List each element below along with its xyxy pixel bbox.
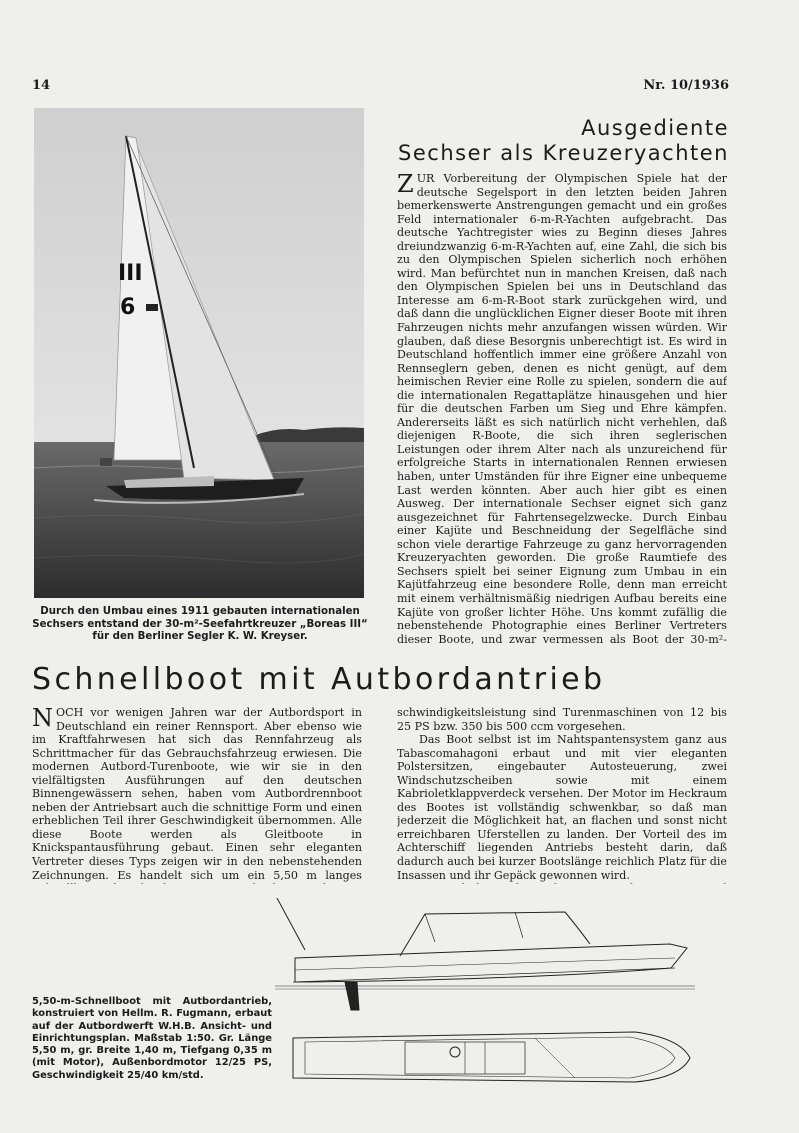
article2-col2-p2: Das Boot selbst ist im Nahtspantensystem ganz aus Tabascomahagoni erbaut und mit vier eleganten Polstersitzen, eingebauter Autosteuerung, zwei Windschutzscheiben sowie mit einem Kabrioletklappverdeck versehen. Der Motor im Heckraum des Bootes ist vollständig schwenkbar, so daß man jederzeit die Möglichkeit hat, an flachen und sonst nicht erreichbaren Uferstellen zu landen. Der Vorteil des im Achterschiff liegenden Antriebs besteht darin, daß dadurch auch bei kurzer Bootslänge reichlich Platz für die Insassen und ihr Gepäck gewonnen wird. — [397, 733, 727, 882]
article2-dropcap: N — [32, 706, 53, 732]
article1-title-line2: Sechser als Kreuzeryachten — [398, 141, 729, 165]
sailboat-photo — [34, 108, 364, 598]
sailboat-illustration — [34, 108, 364, 598]
article1-title-line1: Ausgediente — [581, 116, 729, 140]
article2-title: Schnellboot mit Autbordantrieb — [32, 662, 606, 697]
article1-title — [369, 116, 729, 166]
article2-column1 — [32, 706, 362, 884]
issue-number: Nr. 10/1936 — [643, 78, 729, 93]
article2-col2-p3 — [397, 882, 727, 884]
photo-caption: Durch den Umbau eines 1911 gebauten internationalen Sechsers entstand der 30-m²-Seefahrtkreuzer „Boreas III“ für den Berliner Segler K. W. Kreyser. — [32, 606, 368, 642]
page-number: 14 — [32, 78, 51, 93]
article2-col1-text: OCH vor wenigen Jahren war der Autbordsport in Deutschland ein reiner Rennsport. Aber ebenso wie im Kraftfahrwesen hat sich das Rennfahrzeug als Schrittmacher für das Gebrauchsfahrzeug erwiesen. Die modernen Autbord-Turenboote, wie wir sie in den vielfältigsten Ausführungen auf den deutschen Binnengewässern sehen, haben vom Autbordrennboot neben der Antriebsart auch die schnittige Form und einen erheblichen Teil ihrer Geschwindigkeit übernommen. Alle diese Boote werden als Gleitboote in Knickspantausführung gebaut. Einen sehr eleganten Vertreter dieses Typs zeigen wir in den nebenstehenden Zeichnungen. Es handelt sich um ein 5,50 m langes — [32, 706, 362, 882]
flag — [100, 458, 112, 466]
article1-text: UR Vorbereitung der Olympischen Spiele hat der deutsche Segelsport in den letzten beiden Jahren bemerkenswerte Anstrengungen gemacht und ein großes Feld internationaler 6-m-R-Yachten aufgebracht. Das deutsche Yachtregister wies zu Beginn dieses Jahres dreiundzwanzig 6-m-R-Yachten auf, eine Zahl, die sich bis zu den Olympischen Spielen sicherlich noch erhöhen wird. Man befürchtet nun in manchen Kreisen, daß nach den Olympischen Spielen bei uns in Deutschland das Interesse am 6-m-R-Boot stark zurückgehen wird, und daß dann die unglücklichen Eigner dieser Boote mit ihren Fahrzeugen nichts mehr anzufangen wissen würden. Wir glauben, daß diese Besorgnis unberechtigt ist. Es wird in Deutschland hoffentlich immer eine größere Anzahl von Rennseglern geben, denen es nicht genügt, auf dem heimischen Revier eine Rolle zu spielen, sondern die auf die internationalen Regattaplätze hinausgehen und hier für die deutschen Farben um Sieg und Ehre kämpfen. Andererseits läßt es sich natürlich nicht verhehlen, daß diejenigen R-Boote, die sich ihren seglerischen Leistungen oder ihrem Alter nach als unzureichend für erfolgreiche Starts in internationalen Rennen erwiesen haben, unter Umständen für ihre Eigner eine unbequeme Last werden könnten. Aber auch hier gibt es einen Ausweg. Der internationale Sechser eignet sich ganz ausgezeichnet für Fahrtensegelzwecke. Durch Einbau einer Kajüte und Beschneidung der Segelfläche sind schon viele derartige Fahrzeuge zu ganz hervorragenden Kreuzeryachten geworden. Die große Raumtiefe des Sechsers spielt bei seiner Eignung zum Umbau in ein Kajütfahrzeug eine besondere Rolle, denn man erreicht mit einem verhältnismäßig niedrigen Aufbau bereits eine Kajüte von großer lichter Höhe. Uns kommt zufällig die nebenstehende Photographie eines Berliner Vertreters dieser Boote, und zwar vermessen als Boot der 30-m²- — [397, 172, 727, 646]
drawing-caption: 5,50-m-Schnellboot mit Autbordantrieb, konstruiert von Hellm. R. Fugmann, erbaut auf der Autbordwerft W.H.B. Ansicht- und Einrichtungsplan. Maßstab 1:50. Gr. Länge 5,50 m, gr. Breite 1,40 m, Tiefgang 0,35 m (mit Motor), Außenbordmotor 12/25 PS, Geschwindigkeit 25/40 km/std. — [32, 996, 272, 1081]
sail-number-bottom: 6 — [120, 295, 136, 320]
sail-number-top: III — [118, 261, 143, 286]
article2-column2 — [397, 706, 727, 884]
article2-col2-p1: schwindigkeitsleistung sind Turenmaschinen von 12 bis 25 PS bzw. 350 bis 500 ccm vorgesehen. — [397, 706, 727, 733]
plan-view-drawing — [293, 1032, 690, 1082]
side-elevation-drawing — [275, 898, 695, 1010]
boat-technical-drawing — [275, 898, 715, 1088]
article1-dropcap: Z — [397, 172, 414, 198]
article1-body — [397, 172, 727, 647]
